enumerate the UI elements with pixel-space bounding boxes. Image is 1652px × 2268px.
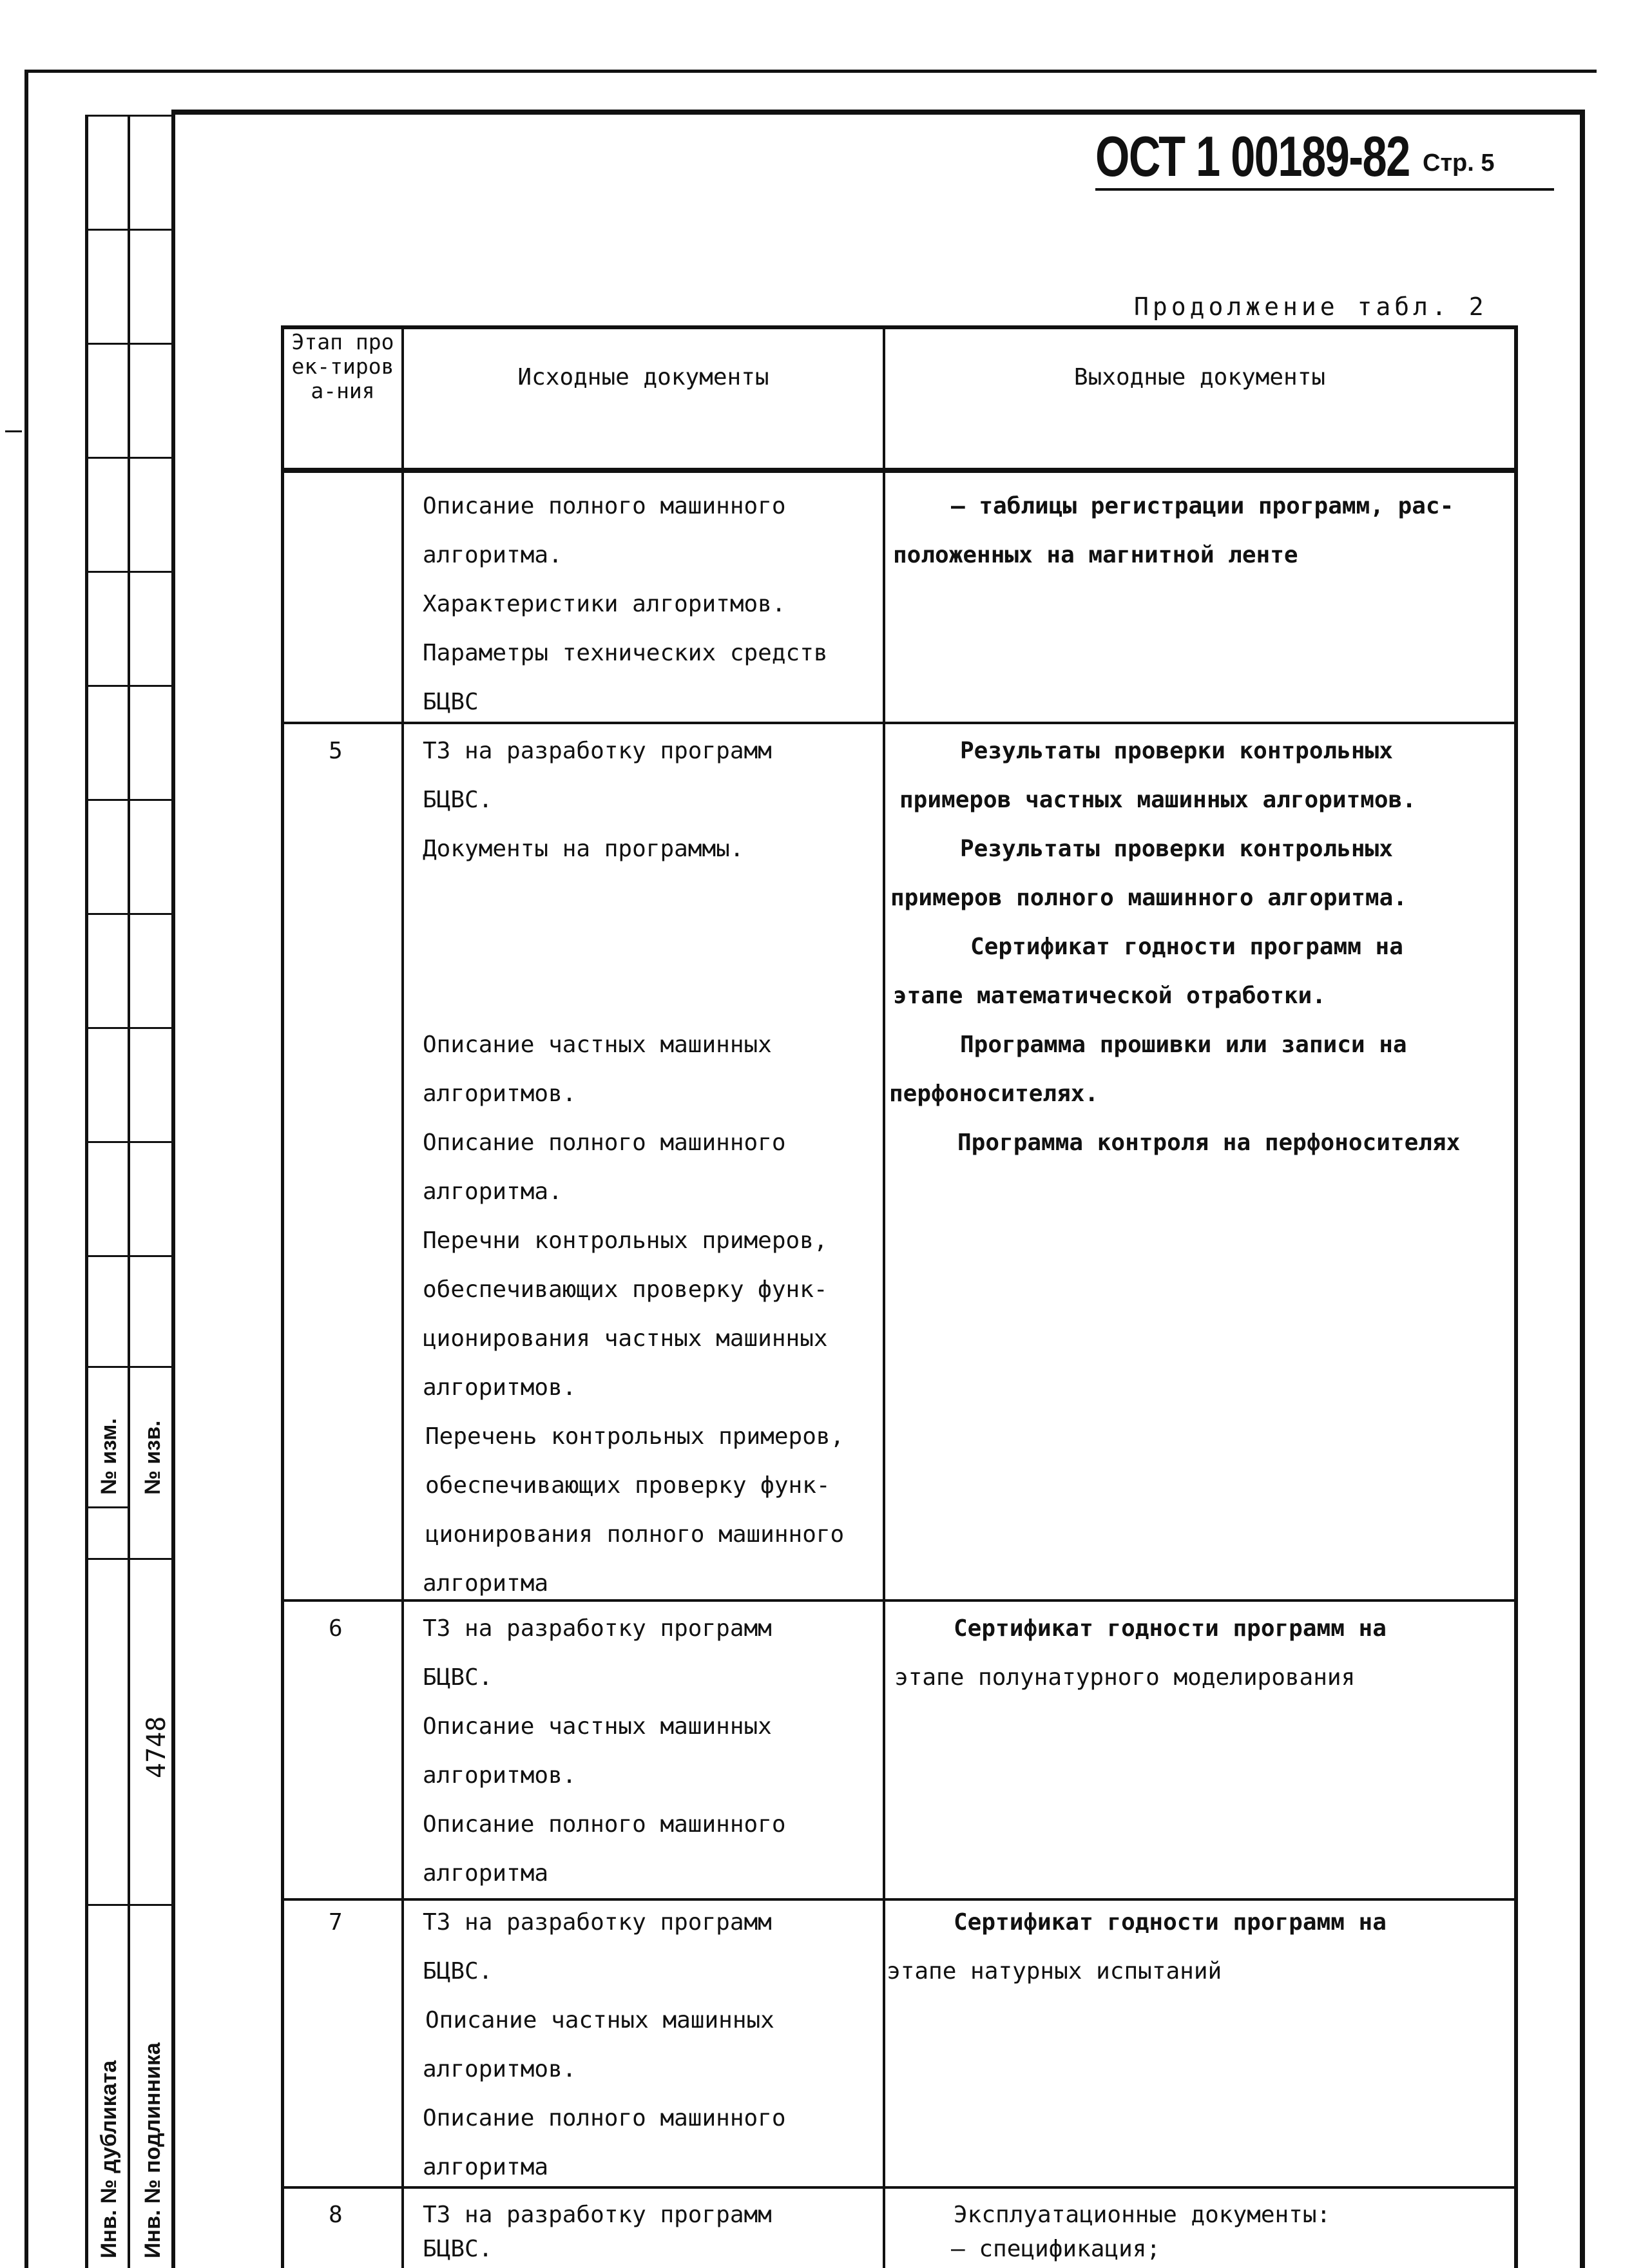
table-cell: Программа прошивки или записи на: [960, 1032, 1407, 1058]
table-cell: Описание полного машинного: [423, 2105, 786, 2131]
table-cell: алгоритмов.: [423, 1374, 577, 1401]
table-cell: БЦВС.: [423, 1664, 493, 1691]
table-cell: Результаты проверки контрольных: [960, 836, 1393, 862]
table-cell: Программа контроля на перфоносителях: [957, 1129, 1461, 1156]
table-cell: алгоритма: [423, 2154, 549, 2180]
table-cell: алгоритма.: [423, 542, 562, 568]
izm-label: № изм.: [97, 1418, 121, 1495]
table-cell: алгоритма: [423, 1570, 549, 1597]
inv-number: 4748: [142, 1716, 171, 1778]
table-cell: – спецификация;: [951, 2236, 1161, 2262]
table-cell: Перечни контрольных примеров,: [423, 1227, 828, 1254]
table-cell: Документы на программы.: [423, 836, 744, 862]
table-cell: примеров частных машинных алгоритмов.: [899, 787, 1416, 813]
table-cell: ТЗ на разработку программ: [423, 1909, 772, 1936]
margin-tick: [5, 430, 22, 432]
table-cell: примеров полного машинного алгоритма.: [890, 885, 1407, 911]
table-cell-stage: 5: [329, 738, 343, 764]
table-cell: Описание полного машинного: [423, 1811, 786, 1838]
table-cell: этапе полунатурного моделирования: [894, 1664, 1356, 1691]
page-frame-left: [24, 70, 28, 2268]
table-cell: Описание полного машинного: [423, 493, 786, 519]
table-header-outputs: Выходные документы: [1073, 364, 1326, 390]
table-cell: обеспечивающих проверку функ-: [423, 1276, 828, 1303]
table-cell: Параметры технических средств: [423, 640, 828, 666]
header-rule: [1095, 188, 1554, 191]
dubl-label: Инв. № дубликата: [97, 2060, 121, 2258]
table-cell: Описание частных машинных: [423, 1713, 772, 1740]
table-cell: алгоритмов.: [423, 2056, 577, 2082]
table-cell: положенных на магнитной ленте: [893, 542, 1298, 568]
table-header-inputs: Исходные документы: [517, 364, 769, 390]
table-cell: Сертификат годности программ на: [954, 1909, 1387, 1936]
table-cell: этапе натурных испытаний: [887, 1958, 1222, 1984]
table-cell: Эксплуатационные документы:: [954, 2202, 1331, 2228]
table-continuation-label: Продолжение табл. 2: [1134, 293, 1488, 321]
table-cell: ционирования частных машинных: [423, 1325, 828, 1352]
table-cell: Характеристики алгоритмов.: [423, 591, 786, 617]
table-cell: ТЗ на разработку программ: [423, 2202, 772, 2228]
izv-label: № изв.: [140, 1420, 165, 1495]
doc-number: ОСТ 1 00189-82: [1095, 124, 1410, 188]
table-cell: Перечень контрольных примеров,: [425, 1423, 845, 1450]
table-header-stage: [284, 330, 401, 403]
table-cell: алгоритма: [423, 1860, 549, 1887]
table-cell: – таблицы регистрации программ, рас-: [951, 493, 1454, 519]
table-cell: Сертификат годности программ на: [954, 1615, 1387, 1642]
table-cell: Описание частных машинных: [425, 2007, 774, 2033]
table-cell: алгоритмов.: [423, 1081, 577, 1107]
inner-frame-right: [1580, 110, 1585, 2268]
table-cell: обеспечивающих проверку функ-: [425, 1472, 831, 1499]
table-cell: этапе математической отработки.: [893, 983, 1326, 1009]
table-cell-stage: 7: [329, 1909, 343, 1936]
page-label: Стр. 5: [1423, 149, 1495, 177]
table-header-stage-text: Этап проек-тирова-ния: [291, 329, 394, 403]
table-cell: Описание частных машинных: [423, 1032, 772, 1058]
table-cell: БЦВС.: [423, 2236, 493, 2262]
table-cell: алгоритма.: [423, 1178, 562, 1205]
table-cell: Описание полного машинного: [423, 1129, 786, 1156]
table-cell: БЦВС.: [423, 787, 493, 813]
table-cell: БЦВС.: [423, 1958, 493, 1984]
table-cell: ционирования полного машинного: [425, 1521, 845, 1548]
podl-label: Инв. № подлинника: [140, 2042, 165, 2258]
page-frame-top: [24, 70, 1597, 73]
table-cell-stage: 8: [329, 2202, 343, 2228]
table-cell: ТЗ на разработку программ: [423, 738, 772, 764]
table-cell: алгоритмов.: [423, 1762, 577, 1789]
table-cell: Сертификат годности программ на: [970, 934, 1403, 960]
table-cell-stage: 6: [329, 1615, 343, 1642]
table-cell: перфоносителях.: [889, 1081, 1099, 1107]
inner-frame-top: [174, 110, 1585, 115]
table-cell: БЦВС: [423, 689, 479, 715]
table-cell: ТЗ на разработку программ: [423, 1615, 772, 1642]
table-cell: Результаты проверки контрольных: [960, 738, 1393, 764]
